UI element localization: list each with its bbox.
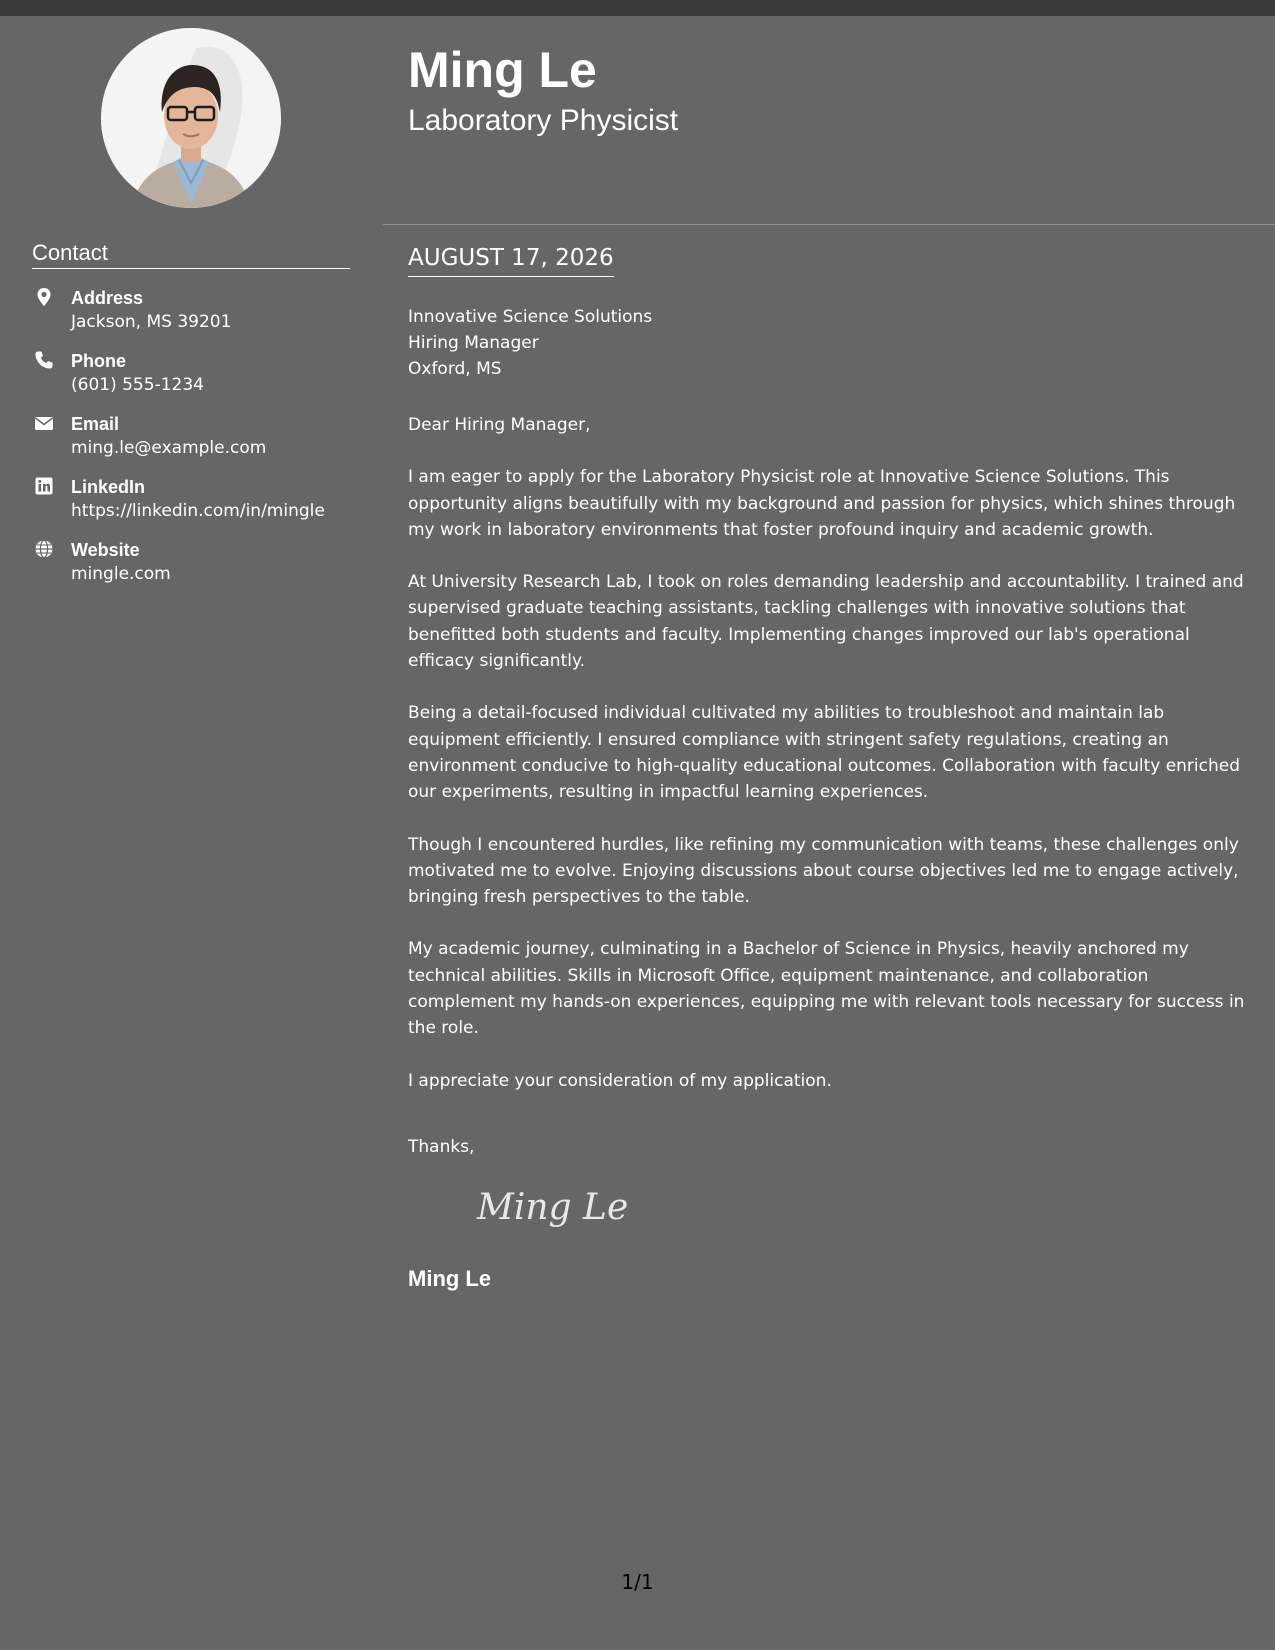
body-paragraph: I appreciate your consideration of my application.	[408, 1070, 832, 1091]
contact-linkedin	[32, 475, 362, 538]
greeting: Dear Hiring Manager,	[408, 415, 591, 435]
recipient-block	[408, 304, 652, 382]
contact-label: Address	[71, 288, 144, 308]
contact-address	[32, 286, 362, 349]
contact-section-title: Contact	[32, 240, 350, 269]
recipient-location: Oxford, MS	[408, 359, 502, 379]
contact-label: LinkedIn	[71, 477, 146, 497]
profile-photo	[101, 28, 281, 208]
contact-email	[32, 412, 362, 475]
body-paragraph: Being a detail-focused individual cultivated my abilities to troubleshoot and maintain lab equipment efficiently. I ensured compliance with stringent safety regulations, creating an environment conducive to high-quality educational outcomes. Collaboration with faculty enriched our experiments, resulting in impactful learning experiences.	[408, 703, 1241, 803]
letter-main	[383, 16, 1275, 1636]
applicant-role: Laboratory Physicist	[408, 104, 679, 137]
contact-value: Jackson, MS 39201	[71, 312, 232, 332]
letter-body	[408, 412, 1258, 1120]
closing: Thanks,	[408, 1137, 475, 1157]
phone-icon	[34, 350, 54, 370]
page-number: 1/1	[621, 1570, 654, 1594]
applicant-name: Ming Le	[408, 42, 597, 98]
contact-phone	[32, 349, 362, 412]
contact-label: Website	[71, 540, 140, 560]
signed-name: Ming Le	[408, 1266, 492, 1291]
body-paragraph: I am eager to apply for the Laboratory Physicist role at Innovative Science Solutions. This opportunity aligns beautifully with my background and passion for physics, which shines through my work in laboratory environments that foster profound inquiry and academic growth.	[408, 467, 1236, 540]
header-divider	[383, 224, 1275, 225]
envelope-icon	[34, 413, 54, 433]
contact-value[interactable]: mingle.com	[71, 564, 171, 584]
contact-label: Phone	[71, 351, 127, 371]
signature	[467, 1179, 667, 1239]
sidebar	[0, 16, 383, 1636]
contact-label: Email	[71, 414, 120, 434]
avatar	[101, 28, 281, 208]
body-paragraph: My academic journey, culminating in a Bachelor of Science in Physics, heavily anchored my technical abilities. Skills in Microsoft Office, equipment maintenance, and collaboration complement my hands-on experiences, equipping me with relevant tools necessary for success in the role.	[408, 939, 1245, 1039]
contact-value[interactable]: ming.le@example.com	[71, 438, 267, 458]
svg-text:Ming Le: Ming Le	[477, 1187, 629, 1228]
linkedin-icon	[34, 476, 54, 496]
top-bar	[0, 0, 1275, 16]
letter-date: AUGUST 17, 2026	[408, 243, 614, 277]
contact-website	[32, 538, 362, 601]
location-pin-icon	[34, 287, 54, 307]
recipient-company: Innovative Science Solutions	[408, 307, 653, 327]
contact-value: (601) 555-1234	[71, 375, 204, 395]
contact-list	[32, 286, 362, 601]
globe-icon	[34, 539, 54, 559]
recipient-title: Hiring Manager	[408, 333, 539, 353]
contact-value[interactable]: https://linkedin.com/in/mingle	[71, 501, 325, 521]
body-paragraph: At University Research Lab, I took on roles demanding leadership and accountability. I trained and supervised graduate teaching assistants, tackling challenges with innovative solutions that benefitted both students and faculty. Implementing changes improved our lab's operational efficacy significantly.	[408, 572, 1244, 672]
body-paragraph: Though I encountered hurdles, like refining my communication with teams, these challenges only motivated me to evolve. Enjoying discussions about course objectives led me to engage actively, bringing fresh perspectives to the table.	[408, 834, 1239, 908]
